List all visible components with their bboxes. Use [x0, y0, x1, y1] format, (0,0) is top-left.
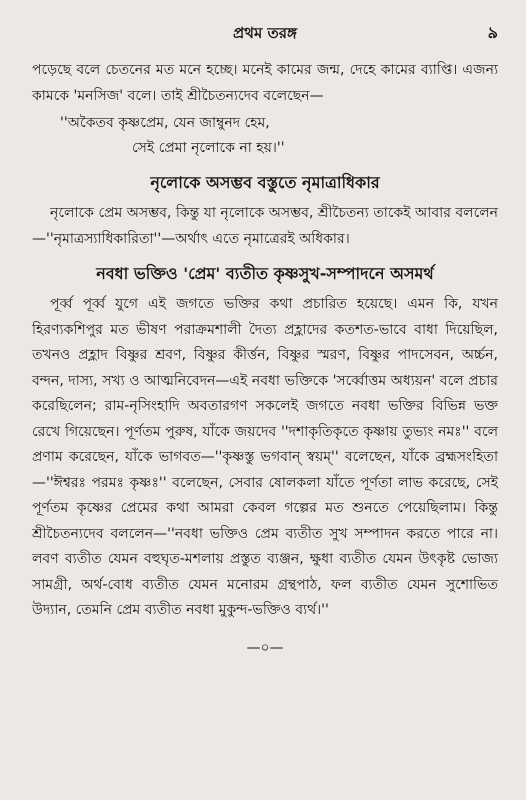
- paragraph-2: নৃলোকে প্রেম অসম্ভব, কিন্তু যা নৃলোকে অসম্ভব, শ্রীচৈতন্য তাকেই আবার বললেন—''নৃমাত্রস্যাধিকারিতা''—অর্থাৎ এতে নৃমাত্রেরই অধিকার।: [32, 205, 498, 247]
- verse-quote: [32, 111, 498, 161]
- page-number: ৯: [487, 23, 498, 42]
- verse-line-2: সেই প্রেমা নৃলোকে না হয়।'': [132, 140, 285, 156]
- section-heading-1: নৃলোকে অসম্ভব বস্তুতে নৃমাত্রাধিকার: [150, 173, 380, 192]
- paragraph-3: পূর্ব্ব পূর্ব্ব যুগে এই জগতে ভক্তির কথা প্রচারিত হয়েছে। এমন কি, যখন হিরণ্যকশিপুর মত ভীষণ পরাক্রমশালী দৈত্য প্রহ্লাদের কতশত-ভাবে বাধা দিয়েছিল, তখনও প্রহ্লাদ বিষ্ণুর শ্রবণ, বিষ্ণুর কীর্ত্তন, বিষ্ণুর স্মরণ, বিষ্ণুর পাদসেবন, অর্চ্চন, বন্দন, দাস্য, সখ্য ও আত্মনিবেদন—এই নবধা ভক্তিকে 'সর্ব্বোত্তম অধ্যয়ন' বলে প্রচার করেছিলেন; রাম-নৃসিংহাদি অবতারগণ সকলেই জগতে নবধা ভক্তির বিভিন্ন ভক্ত রেখে গিয়েছেন। পূর্ণতম পুরুষ, যাঁকে জয়দেব ''দশাকৃতিকৃতে কৃষ্ণায় তুভ্যং নমঃ'' বলে প্রণাম করেছেন, যাঁকে ভাগবত—''কৃষ্ণস্তু ভগবান্ স্বয়ম্'' বলেছেন, যাঁকে ব্রহ্মসংহিতা—''ঈশ্বরঃ পরমঃ কৃষ্ণঃ'' বলেছেন, সেবার ষোলকলা যাঁতে পূর্ণতা লাভ করেছে, সেই পূর্ণতম কৃষ্ণের প্রেমের কথা আমরা কেবল গল্পের মত শুনতে পেয়েছিলাম। কিন্তু শ্রীচৈতন্যদেব বললেন—''নবধা ভক্তিও প্রেম ব্যতীত সুখ সম্পাদন করতে পারে না। লবণ ব্যতীত যেমন বহুঘৃত-মশলায় প্রস্তুত ব্যঞ্জন, ক্ষুধা ব্যতীত যেমন উৎকৃষ্ট ভোজ্য সামগ্রী, অর্থ-বোধ ব্যতীত যেমন মনোরম গ্রন্থপাঠ, ফল ব্যতীত যেমন সুশোভিত উদ্যান, তেমনি প্রেম ব্যতীত নবধা মুকুন্দ-ভক্তিও ব্যর্থ।'': [32, 296, 498, 618]
- verse-line-1: ''অকৈতব কৃষ্ণপ্রেম, যেন জাম্বুনদ হেম,: [60, 115, 270, 131]
- paragraph-1: পড়েছে বলে চেতনের মত মনে হচ্ছে। মনেই কামের জন্ম, দেহে কামের ব্যাপ্তি। এজন্য কামকে 'মনসিজ' বলে। তাই শ্রীচৈতন্যদেব বলেছেন—: [32, 62, 498, 104]
- section-end-mark: —০—: [246, 639, 284, 656]
- running-header: [32, 20, 498, 46]
- section-heading-2: নবধা ভক্তিও 'প্রেম' ব্যতীত কৃষ্ণসুখ-সম্পাদনে অসমর্থ: [96, 264, 434, 283]
- chapter-title: প্রথম তরঙ্গ: [233, 24, 297, 42]
